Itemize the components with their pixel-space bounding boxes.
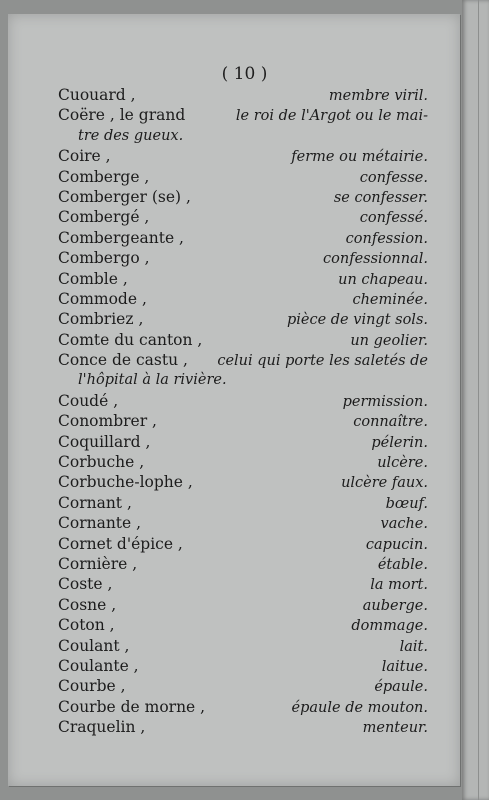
entry-headword: Corbuche , bbox=[58, 453, 145, 472]
page-number: ( 10 ) bbox=[221, 64, 268, 84]
glossary-entry bbox=[58, 330, 428, 350]
glossary-entry bbox=[58, 391, 428, 411]
entry-definition: permission. bbox=[342, 393, 428, 410]
entry-headword: Comble , bbox=[58, 269, 128, 288]
glossary-entry bbox=[58, 350, 428, 370]
entry-definition: confessionnal. bbox=[323, 251, 428, 268]
entry-definition: étable. bbox=[377, 556, 428, 573]
entry-definition: le roi de l'Argot ou le mai- bbox=[235, 108, 428, 125]
entry-headword: Cornet d'épice , bbox=[58, 534, 183, 553]
entry-headword: Cosne , bbox=[58, 595, 117, 614]
entry-definition: cheminée. bbox=[352, 291, 428, 308]
glossary-entry bbox=[58, 574, 428, 594]
entry-headword: Conombrer , bbox=[58, 412, 157, 431]
entry-headword: Coste , bbox=[58, 575, 113, 594]
entry-definition: lait. bbox=[399, 638, 428, 655]
glossary-entry bbox=[58, 207, 428, 227]
entry-definition: dommage. bbox=[351, 618, 428, 635]
entry-definition: capucin. bbox=[365, 536, 428, 553]
entry-headword: Cornant , bbox=[58, 493, 132, 512]
entry-definition: un chapeau. bbox=[338, 271, 428, 288]
entry-headword: Combriez , bbox=[58, 310, 144, 329]
entry-definition: ulcère faux. bbox=[341, 475, 428, 492]
entry-definition: la mort. bbox=[370, 577, 428, 594]
glossary-entry bbox=[58, 615, 428, 635]
glossary-entry bbox=[58, 187, 428, 207]
glossary-entry bbox=[58, 493, 428, 513]
glossary-entry bbox=[58, 309, 428, 329]
glossary-entry bbox=[58, 717, 428, 737]
entry-definition: épaule. bbox=[374, 679, 428, 696]
entry-headword: Combergé , bbox=[58, 208, 150, 227]
adjacent-page-edge bbox=[462, 0, 489, 800]
glossary-entry bbox=[58, 534, 428, 554]
entry-headword: Comte du canton , bbox=[58, 330, 203, 349]
entry-definition: ferme ou métairie. bbox=[291, 149, 428, 166]
entry-headword: Corbuche-lophe , bbox=[58, 473, 193, 492]
entry-definition: membre viril. bbox=[328, 88, 428, 104]
entry-definition: confessé. bbox=[359, 210, 428, 227]
glossary-entry bbox=[58, 248, 428, 268]
entry-definition: confession. bbox=[345, 230, 428, 247]
entry-headword: Courbe , bbox=[58, 677, 126, 696]
entry-headword: Cuouard , bbox=[58, 86, 136, 104]
entry-headword: Cornière , bbox=[58, 554, 138, 573]
entry-headword: Coquillard , bbox=[58, 432, 151, 451]
entry-definition: épaule de mouton. bbox=[291, 699, 428, 716]
entry-headword: Craquelin , bbox=[58, 718, 146, 737]
glossary-entry bbox=[58, 85, 428, 105]
entry-definition: celui qui porte les saletés de bbox=[217, 353, 428, 370]
entry-headword: Coulant , bbox=[58, 636, 130, 655]
entry-definition: ulcère. bbox=[377, 455, 428, 472]
glossary-list bbox=[58, 85, 428, 738]
glossary-entry bbox=[58, 656, 428, 676]
entry-headword: Coire , bbox=[58, 147, 111, 166]
glossary-entry bbox=[58, 105, 428, 125]
entry-definition: pièce de vingt sols. bbox=[286, 312, 428, 329]
entry-definition-continuation: l'hôpital à la rivière. bbox=[78, 372, 227, 389]
entry-headword: Courbe de morne , bbox=[58, 697, 206, 716]
glossary-entry bbox=[58, 676, 428, 696]
glossary-entry bbox=[58, 269, 428, 289]
glossary-entry bbox=[58, 636, 428, 656]
glossary-entry bbox=[58, 472, 428, 492]
glossary-entry bbox=[58, 432, 428, 452]
glossary-entry bbox=[58, 228, 428, 248]
entry-headword: Comberger (se) , bbox=[58, 187, 191, 206]
entry-headword: Coëre , le grand bbox=[58, 106, 186, 125]
entry-headword: Comberge , bbox=[58, 167, 150, 186]
entry-headword: Conce de castu , bbox=[58, 351, 188, 370]
entry-definition: un geolier. bbox=[350, 332, 428, 349]
entry-headword: Coudé , bbox=[58, 391, 119, 410]
entry-definition: bœuf. bbox=[385, 495, 428, 512]
entry-headword: Combergeante , bbox=[58, 228, 184, 247]
glossary-entry bbox=[58, 697, 428, 717]
entry-definition-continuation: tre des gueux. bbox=[78, 127, 184, 144]
entry-headword: Cornante , bbox=[58, 514, 142, 533]
entry-definition: pélerin. bbox=[371, 434, 428, 451]
glossary-entry bbox=[58, 554, 428, 574]
entry-headword: Coulante , bbox=[58, 656, 139, 675]
entry-definition: menteur. bbox=[362, 720, 428, 737]
entry-definition: vache. bbox=[380, 516, 428, 533]
entry-definition: auberge. bbox=[362, 597, 428, 614]
glossary-entry bbox=[58, 513, 428, 533]
glossary-entry bbox=[58, 452, 428, 472]
glossary-entry bbox=[58, 167, 428, 187]
entry-headword: Coton , bbox=[58, 616, 115, 635]
glossary-entry bbox=[58, 146, 428, 166]
entry-definition: confesse. bbox=[359, 169, 428, 186]
entry-definition: connaître. bbox=[353, 414, 428, 431]
glossary-entry bbox=[58, 595, 428, 615]
entry-definition: laitue. bbox=[381, 658, 428, 675]
entry-headword: Commode , bbox=[58, 289, 147, 308]
entry-definition: se confesser. bbox=[333, 189, 428, 206]
glossary-entry bbox=[58, 289, 428, 309]
entry-headword: Combergo , bbox=[58, 249, 150, 268]
glossary-entry bbox=[58, 411, 428, 431]
